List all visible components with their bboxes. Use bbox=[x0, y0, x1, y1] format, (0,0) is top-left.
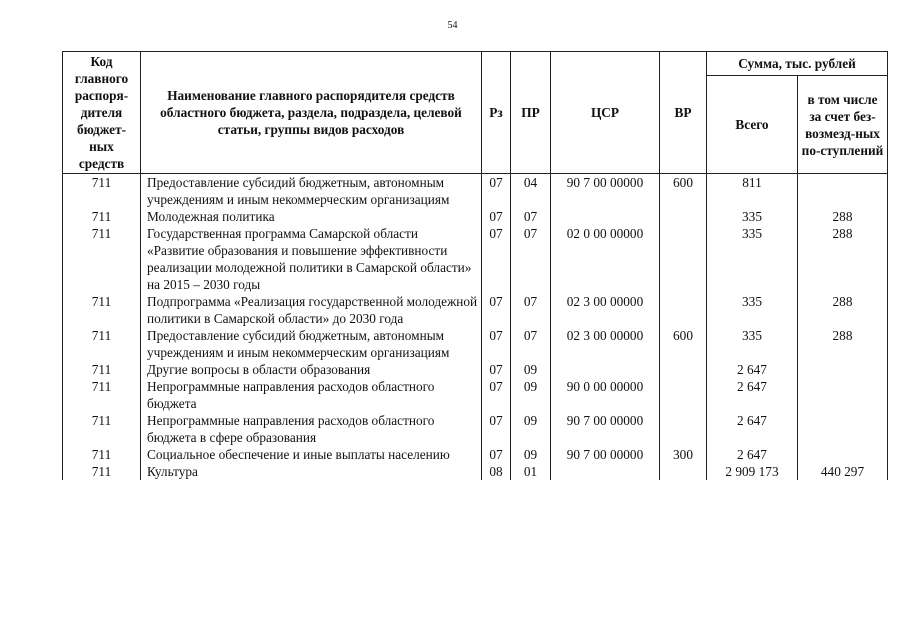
table-row bbox=[63, 225, 888, 293]
header-rz: Рз bbox=[482, 52, 511, 174]
cell-code: 711 bbox=[63, 293, 141, 327]
cell-code: 711 bbox=[63, 463, 141, 480]
cell-pr: 09 bbox=[511, 412, 551, 446]
header-vr: ВР bbox=[660, 52, 707, 174]
cell-code: 711 bbox=[63, 361, 141, 378]
cell-vr: 600 bbox=[660, 327, 707, 361]
cell-grants bbox=[798, 174, 888, 209]
page-number: 54 bbox=[447, 20, 458, 31]
cell-code: 711 bbox=[63, 174, 141, 209]
cell-csr: 02 0 00 00000 bbox=[551, 225, 660, 293]
table-row bbox=[63, 327, 888, 361]
cell-grants: 440 297 bbox=[798, 463, 888, 480]
cell-pr: 07 bbox=[511, 327, 551, 361]
cell-csr bbox=[551, 463, 660, 480]
cell-total: 2 909 173 bbox=[707, 463, 798, 480]
cell-csr: 90 0 00 00000 bbox=[551, 378, 660, 412]
header-csr: ЦСР bbox=[551, 52, 660, 174]
cell-vr: 600 bbox=[660, 174, 707, 209]
cell-vr bbox=[660, 378, 707, 412]
table-header bbox=[63, 52, 888, 174]
header-name: Наименование главного распорядителя средств областного бюджета, раздела, подраздела, целевой статьи, группы видов расходов bbox=[141, 52, 482, 174]
cell-total: 2 647 bbox=[707, 361, 798, 378]
cell-rz: 07 bbox=[482, 361, 511, 378]
cell-vr bbox=[660, 463, 707, 480]
table-row bbox=[63, 174, 888, 209]
cell-pr: 07 bbox=[511, 293, 551, 327]
cell-pr: 09 bbox=[511, 361, 551, 378]
cell-code: 711 bbox=[63, 378, 141, 412]
cell-name: Непрограммные направления расходов областного бюджета bbox=[141, 378, 482, 412]
cell-rz: 07 bbox=[482, 208, 511, 225]
cell-total: 811 bbox=[707, 174, 798, 209]
table-row bbox=[63, 293, 888, 327]
cell-total: 335 bbox=[707, 293, 798, 327]
cell-name: Предоставление субсидий бюджетным, автономным учреждениям и иным некоммерческим организациям bbox=[141, 327, 482, 361]
cell-pr: 09 bbox=[511, 446, 551, 463]
cell-total: 2 647 bbox=[707, 412, 798, 446]
cell-csr: 02 3 00 00000 bbox=[551, 327, 660, 361]
cell-total: 335 bbox=[707, 327, 798, 361]
cell-grants: 288 bbox=[798, 208, 888, 225]
cell-name: Другие вопросы в области образования bbox=[141, 361, 482, 378]
cell-grants bbox=[798, 412, 888, 446]
cell-name: Государственная программа Самарской области «Развитие образования и повышение эффективности реализации молодежной политики в Самарской области» на 2015 – 2030 годы bbox=[141, 225, 482, 293]
cell-csr: 02 3 00 00000 bbox=[551, 293, 660, 327]
cell-vr bbox=[660, 412, 707, 446]
cell-pr: 07 bbox=[511, 208, 551, 225]
cell-code: 711 bbox=[63, 225, 141, 293]
cell-code: 711 bbox=[63, 208, 141, 225]
cell-grants: 288 bbox=[798, 327, 888, 361]
budget-table bbox=[62, 51, 888, 480]
table-row bbox=[63, 378, 888, 412]
cell-code: 711 bbox=[63, 412, 141, 446]
cell-rz: 07 bbox=[482, 378, 511, 412]
cell-vr bbox=[660, 208, 707, 225]
table-body bbox=[63, 174, 888, 481]
cell-total: 2 647 bbox=[707, 446, 798, 463]
table-row bbox=[63, 463, 888, 480]
cell-vr bbox=[660, 361, 707, 378]
cell-name: Предоставление субсидий бюджетным, автономным учреждениям и иным некоммерческим организациям bbox=[141, 174, 482, 209]
table-row bbox=[63, 361, 888, 378]
cell-pr: 09 bbox=[511, 378, 551, 412]
cell-total: 2 647 bbox=[707, 378, 798, 412]
cell-rz: 07 bbox=[482, 412, 511, 446]
cell-name: Подпрограмма «Реализация государственной молодежной политики в Самарской области» до 2030 года bbox=[141, 293, 482, 327]
cell-code: 711 bbox=[63, 446, 141, 463]
cell-csr: 90 7 00 00000 bbox=[551, 174, 660, 209]
cell-csr: 90 7 00 00000 bbox=[551, 412, 660, 446]
cell-csr: 90 7 00 00000 bbox=[551, 446, 660, 463]
cell-total: 335 bbox=[707, 225, 798, 293]
table-row bbox=[63, 446, 888, 463]
cell-rz: 08 bbox=[482, 463, 511, 480]
header-code: Код главного распоря-дителя бюджет-ных средств bbox=[63, 52, 141, 174]
table-row bbox=[63, 208, 888, 225]
cell-rz: 07 bbox=[482, 446, 511, 463]
cell-pr: 04 bbox=[511, 174, 551, 209]
cell-grants: 288 bbox=[798, 293, 888, 327]
cell-vr: 300 bbox=[660, 446, 707, 463]
cell-grants bbox=[798, 378, 888, 412]
cell-pr: 07 bbox=[511, 225, 551, 293]
header-total: Всего bbox=[707, 76, 798, 174]
cell-rz: 07 bbox=[482, 293, 511, 327]
header-grants: в том числе за счет без-возмезд-ных по-ступлений bbox=[798, 76, 888, 174]
cell-vr bbox=[660, 293, 707, 327]
cell-rz: 07 bbox=[482, 225, 511, 293]
cell-rz: 07 bbox=[482, 174, 511, 209]
cell-name: Социальное обеспечение и иные выплаты населению bbox=[141, 446, 482, 463]
cell-csr bbox=[551, 208, 660, 225]
cell-vr bbox=[660, 225, 707, 293]
cell-csr bbox=[551, 361, 660, 378]
cell-pr: 01 bbox=[511, 463, 551, 480]
cell-grants: 288 bbox=[798, 225, 888, 293]
cell-name: Непрограммные направления расходов областного бюджета в сфере образования bbox=[141, 412, 482, 446]
cell-rz: 07 bbox=[482, 327, 511, 361]
cell-total: 335 bbox=[707, 208, 798, 225]
cell-grants bbox=[798, 361, 888, 378]
cell-grants bbox=[798, 446, 888, 463]
table-row bbox=[63, 412, 888, 446]
cell-name: Культура bbox=[141, 463, 482, 480]
header-sum-group: Сумма, тыс. рублей bbox=[707, 52, 888, 76]
header-pr: ПР bbox=[511, 52, 551, 174]
cell-code: 711 bbox=[63, 327, 141, 361]
cell-name: Молодежная политика bbox=[141, 208, 482, 225]
